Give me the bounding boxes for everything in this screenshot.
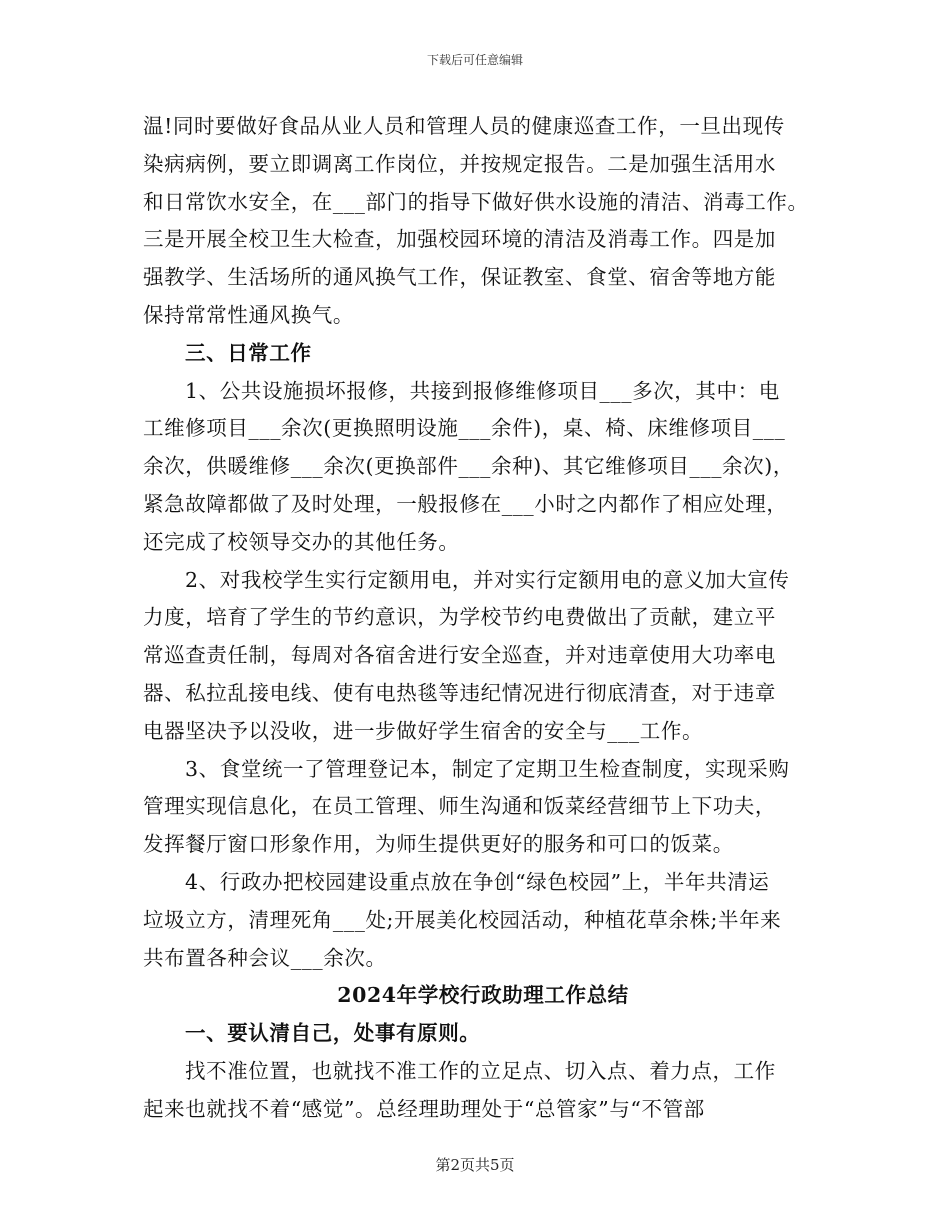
text-line: 染病病例，要立即调离工作岗位，并按规定报告。二是加强生活用水	[143, 151, 776, 176]
text-line: 管理实现信息化，在员工管理、师生沟通和饭菜经营细节上下功夫，	[143, 794, 776, 819]
text-line: 余次，供暖维修___余次(更换部件___余种)、其它维修项目___余次)，	[143, 454, 794, 479]
text-line: 2、对我校学生实行定额用电，并对实行定额用电的意义加大宣传	[185, 567, 790, 592]
section-heading: 一、要认清自己，处事有原则。	[185, 1021, 481, 1046]
text-line: 和日常饮水安全，在___部门的指导下做好供水设施的清洁、消毒工作。	[143, 189, 809, 214]
page-header: 下载后可任意编辑	[426, 53, 523, 67]
text-line: 4、行政办把校园建设重点放在争创“绿色校园”上，半年共清运	[185, 869, 770, 894]
section-title: 2024年学校行政助理工作总结	[337, 983, 629, 1008]
document-body	[143, 108, 823, 1129]
text-line: 强教学、生活场所的通风换气工作，保证教室、食堂、宿舍等地方能	[143, 265, 776, 290]
text-line: 工维修项目___余次(更换照明设施___余件)，桌、椅、床维修项目___	[143, 416, 786, 441]
text-line: 三是开展全校卫生大检查，加强校园环境的清洁及消毒工作。四是加	[143, 227, 776, 252]
text-line: 还完成了校领导交办的其他任务。	[143, 529, 460, 554]
text-line: 力度，培育了学生的节约意识，为学校节约电费做出了贡献，建立平	[143, 605, 776, 630]
text-line: 找不准位置，也就找不准工作的立足点、切入点、着力点，工作	[185, 1058, 776, 1083]
text-line: 垃圾立方，清理死角___处;开展美化校园活动，种植花草余株;半年来	[143, 907, 782, 932]
text-line: 发挥餐厅窗口形象作用，为师生提供更好的服务和可口的饭菜。	[143, 832, 734, 857]
text-line: 紧急故障都做了及时处理，一般报修在___小时之内都作了相应处理，	[143, 491, 788, 516]
text-line: 常巡查责任制，每周对各宿舍进行安全巡查，并对违章使用大功率电	[143, 643, 776, 668]
text-line: 共布置各种会议___余次。	[143, 945, 387, 970]
page-footer: 第2页共5页	[435, 1156, 515, 1174]
text-line: 保持常常性通风换气。	[143, 302, 354, 327]
section-heading: 三、日常工作	[185, 340, 312, 365]
text-line: 温!同时要做好食品从业人员和管理人员的健康巡查工作，一旦出现传	[143, 114, 785, 138]
text-line: 3、食堂统一了管理登记本，制定了定期卫生检查制度，实现采购	[185, 756, 790, 781]
text-line: 电器坚决予以没收，进一步做好学生宿舍的安全与___工作。	[143, 718, 704, 743]
text-line: 起来也就找不着“感觉”。总经理助理处于“总管家”与“不管部	[143, 1096, 705, 1121]
text-line: 器、私拉乱接电线、使有电热毯等违纪情况进行彻底清查，对于违章	[143, 680, 776, 705]
text-line: 1、公共设施损坏报修，共接到报修维修项目___多次，其中：电	[185, 378, 780, 403]
